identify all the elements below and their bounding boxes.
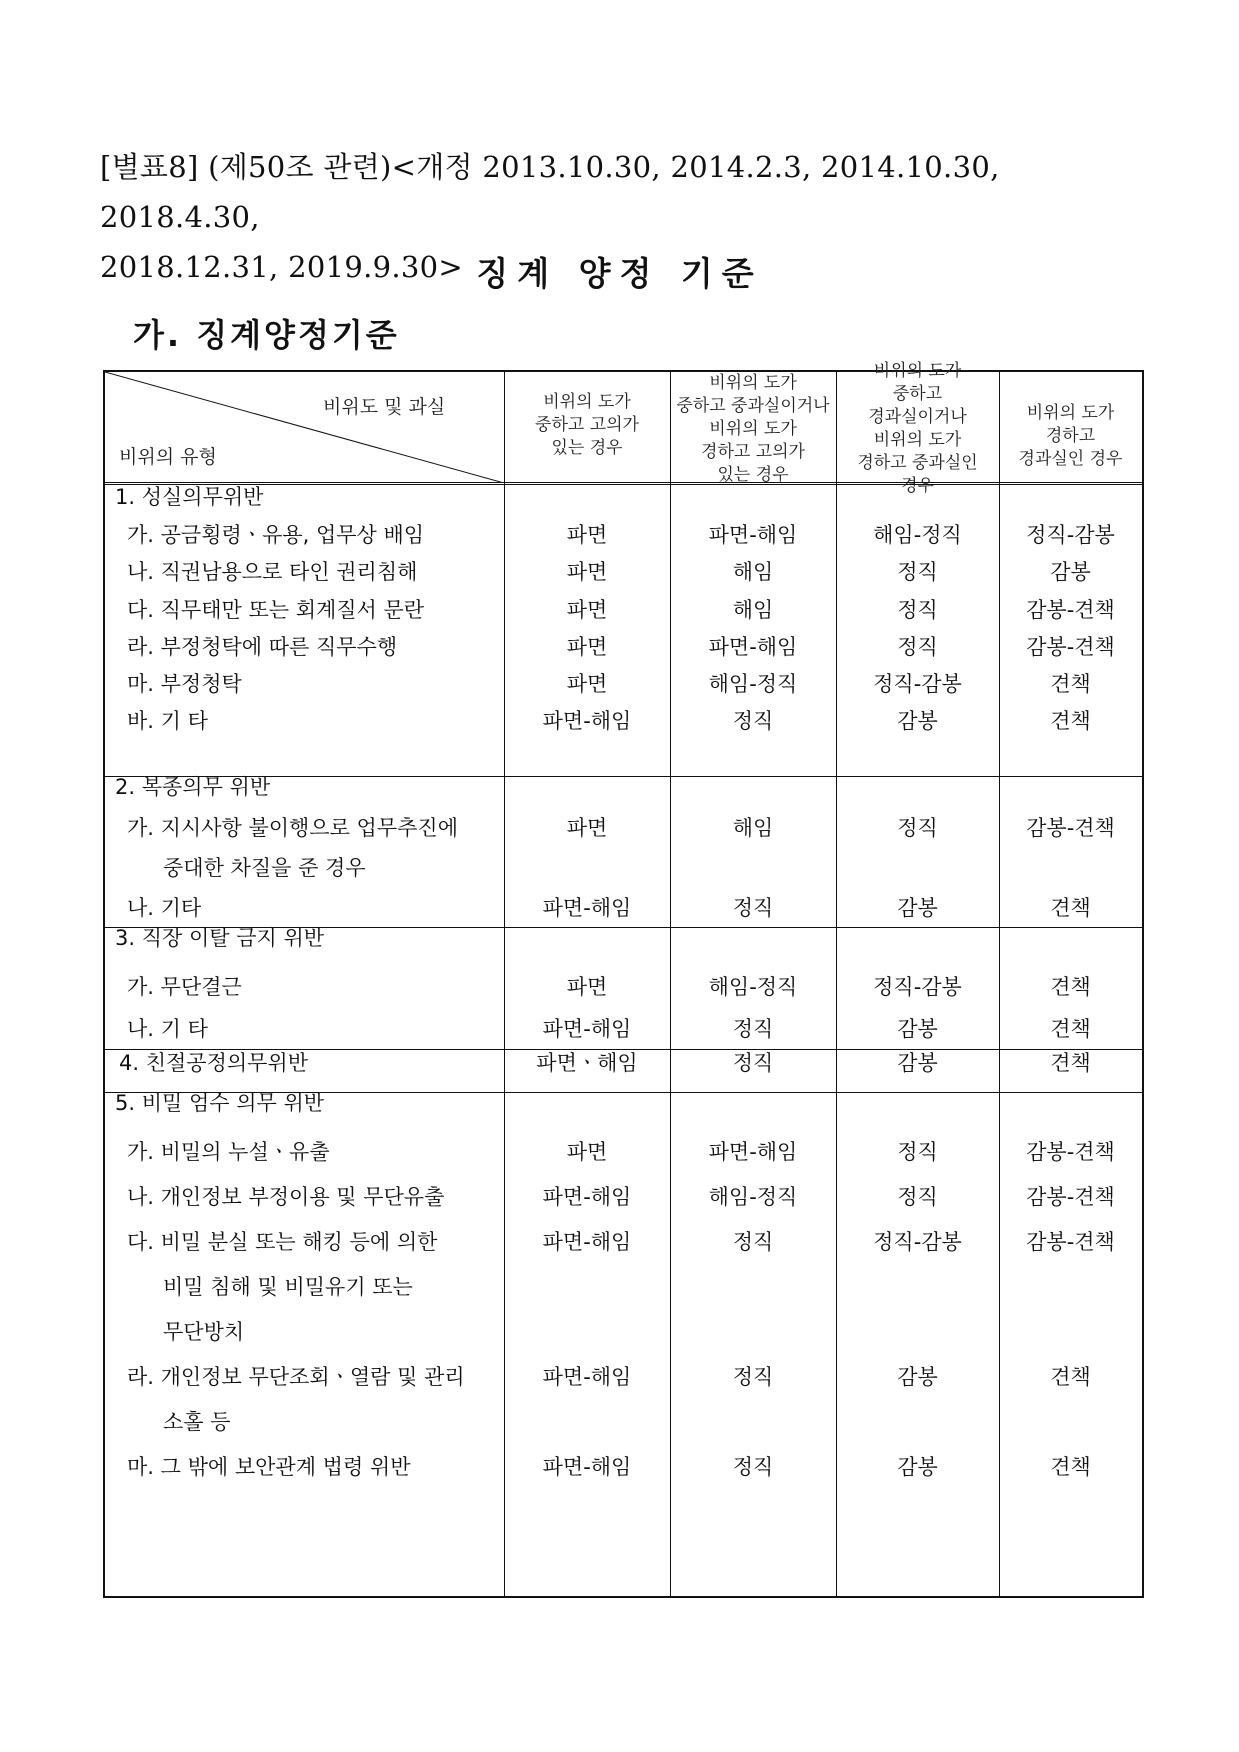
table-value: 감봉-견책 bbox=[1026, 816, 1115, 840]
section-title: 3. 직장 이탈 금지 위반 bbox=[115, 926, 325, 950]
row-label: 다. 비밀 분실 또는 해킹 등에 의한 bbox=[127, 1230, 438, 1254]
column-header-2 bbox=[670, 372, 836, 487]
table-value: 감봉 bbox=[1050, 560, 1091, 584]
row-label: 나. 개인정보 부정이용 및 무단유출 bbox=[127, 1185, 445, 1209]
table-value: 정직 bbox=[897, 1140, 938, 1164]
table-value: 파면-해임 bbox=[542, 1185, 632, 1209]
section-title: 5. 비밀 엄수 의무 위반 bbox=[115, 1091, 325, 1115]
column-header-line: 경하고 고의가 bbox=[701, 442, 805, 462]
section-title: 2. 복종의무 위반 bbox=[115, 775, 271, 799]
column-header-line: 중하고 bbox=[892, 384, 943, 404]
section-title: 1. 성실의무위반 bbox=[115, 485, 264, 509]
table-value: 해임 bbox=[732, 816, 774, 840]
table-value: 정직 bbox=[732, 896, 774, 920]
column-header-line: 경하고 bbox=[1045, 426, 1096, 446]
column-header-3 bbox=[836, 360, 999, 498]
table-value: 감봉-견책 bbox=[1026, 635, 1115, 659]
row-label: 가. 지시사항 불이행으로 업무추진에 bbox=[127, 816, 458, 840]
table-value: 파면 bbox=[566, 523, 608, 547]
column-header-1 bbox=[504, 391, 670, 460]
table-value: 정직 bbox=[732, 1455, 774, 1479]
table-value: 정직 bbox=[897, 560, 938, 584]
row-label: 가. 비밀의 누설ㆍ유출 bbox=[127, 1140, 330, 1164]
row-label: 가. 공금횡령ㆍ유용, 업무상 배임 bbox=[127, 523, 425, 547]
table-value: 해임 bbox=[732, 598, 774, 622]
section-title: 4. 친절공정의무위반 bbox=[119, 1051, 308, 1075]
table-value: 파면 bbox=[566, 816, 608, 840]
row-label: 마. 그 밖에 보안관계 법령 위반 bbox=[127, 1455, 411, 1479]
table-value: 해임-정직 bbox=[708, 672, 798, 696]
table-value: 파면 bbox=[566, 635, 608, 659]
table-value: 정직-감봉 bbox=[873, 975, 962, 999]
table-value: 감봉 bbox=[897, 1365, 938, 1389]
table-value: 정직 bbox=[732, 1017, 774, 1041]
header-corner-top: 비위도 및 과실 bbox=[323, 396, 446, 418]
table-value: 정직-감봉 bbox=[873, 672, 962, 696]
table-value: 감봉 bbox=[897, 896, 938, 920]
table-value: 파면 bbox=[566, 672, 608, 696]
column-header-line: 경과실인 경우 bbox=[1018, 449, 1123, 469]
row-label: 마. 부정청탁 bbox=[127, 672, 242, 696]
table-value: 파면-해임 bbox=[542, 896, 632, 920]
table-value: 정직 bbox=[732, 1230, 774, 1254]
table-value: 파면-해임 bbox=[542, 1365, 632, 1389]
table-value: 파면-해임 bbox=[542, 1230, 632, 1254]
table-value: 감봉 bbox=[897, 1051, 938, 1075]
table-value: 감봉-견책 bbox=[1026, 1185, 1115, 1209]
table-value: 감봉 bbox=[897, 1017, 938, 1041]
row-label: 라. 개인정보 무단조회ㆍ열람 및 관리 bbox=[127, 1365, 465, 1389]
row-label: 나. 기 타 bbox=[127, 1017, 208, 1041]
table-value: 파면-해임 bbox=[708, 635, 798, 659]
row-label: 바. 기 타 bbox=[127, 709, 208, 733]
table-value: 정직 bbox=[732, 709, 774, 733]
table-value: 견책 bbox=[1050, 672, 1091, 696]
table-value: 견책 bbox=[1050, 709, 1091, 733]
discipline-table bbox=[103, 361, 1144, 1598]
table-value: 견책 bbox=[1050, 1051, 1091, 1075]
table-value: 견책 bbox=[1050, 896, 1091, 920]
table-value: 견책 bbox=[1050, 975, 1091, 999]
column-header-line: 비위의 도가 bbox=[709, 419, 797, 439]
row-label: 소홀 등 bbox=[163, 1410, 231, 1434]
table-value: 정직 bbox=[732, 1365, 774, 1389]
table-value: 정직 bbox=[897, 816, 938, 840]
table-value: 파면-해임 bbox=[708, 523, 798, 547]
table-value: 견책 bbox=[1050, 1017, 1091, 1041]
column-header-line: 있는 경우 bbox=[551, 438, 623, 458]
row-label: 라. 부정청탁에 따른 직무수행 bbox=[127, 635, 398, 659]
row-label: 무단방치 bbox=[163, 1320, 245, 1344]
table-value: 파면 bbox=[566, 560, 608, 584]
table-value: 감봉 bbox=[897, 709, 938, 733]
column-header-line: 중하고 중과실이거나 bbox=[676, 396, 830, 416]
table-value: 파면-해임 bbox=[542, 709, 632, 733]
table-value: 해임-정직 bbox=[708, 975, 798, 999]
table-value: 해임-정직 bbox=[708, 1185, 798, 1209]
column-header-line: 비위의 도가 bbox=[543, 392, 631, 412]
table-value: 정직 bbox=[897, 598, 938, 622]
table-value: 정직 bbox=[897, 635, 938, 659]
row-label: 중대한 차질을 준 경우 bbox=[163, 856, 366, 880]
row-label: 나. 직권남용으로 타인 권리침해 bbox=[127, 560, 418, 584]
table-value: 감봉-견책 bbox=[1026, 598, 1115, 622]
table-value: 견책 bbox=[1050, 1455, 1091, 1479]
header-line-1: [별표8] (제50조 관련)<개정 2013.10.30, 2014.2.3, 2014.10.30, 2018.4.30, bbox=[100, 150, 1000, 234]
table-value: 파면-해임 bbox=[542, 1017, 632, 1041]
page-title: 징계 양정 기준 bbox=[476, 254, 763, 293]
table-value: 파면 bbox=[566, 1140, 608, 1164]
header-line-2: 2018.12.31, 2019.9.30> bbox=[100, 250, 463, 284]
table-value: 파면ㆍ해임 bbox=[536, 1051, 638, 1075]
table-value: 파면 bbox=[566, 598, 608, 622]
column-header-4 bbox=[999, 402, 1142, 471]
row-label: 다. 직무태만 또는 회계질서 문란 bbox=[127, 598, 425, 622]
column-header-line: 경우 bbox=[901, 476, 934, 496]
table-value: 감봉-견책 bbox=[1026, 1140, 1115, 1164]
table-value: 정직 bbox=[897, 1185, 938, 1209]
row-label: 가. 무단결근 bbox=[127, 975, 242, 999]
table-value: 감봉 bbox=[897, 1455, 938, 1479]
column-header-line: 비위의 도가 bbox=[709, 373, 797, 393]
column-header-line: 경하고 중과실인 bbox=[857, 453, 978, 473]
table-value: 정직-감봉 bbox=[1026, 523, 1115, 547]
column-header-line: 비위의 도가 bbox=[1026, 403, 1115, 423]
table-value: 파면 bbox=[566, 975, 608, 999]
column-header-line: 있는 경우 bbox=[717, 465, 789, 485]
table-value: 견책 bbox=[1050, 1365, 1091, 1389]
header-corner-bottom: 비위의 유형 bbox=[119, 446, 217, 468]
column-header-line: 경과실이거나 bbox=[868, 407, 967, 427]
table-value: 해임 bbox=[732, 560, 774, 584]
column-header-line: 중하고 고의가 bbox=[535, 415, 639, 435]
table-value: 파면-해임 bbox=[542, 1455, 632, 1479]
column-header-line: 비위의 도가 bbox=[873, 361, 962, 381]
table-value: 정직 bbox=[732, 1051, 774, 1075]
table-value: 정직-감봉 bbox=[873, 1230, 962, 1254]
column-header-line: 비위의 도가 bbox=[873, 430, 962, 450]
table-value: 파면-해임 bbox=[708, 1140, 798, 1164]
table-value: 해임-정직 bbox=[873, 523, 962, 547]
row-label: 비밀 침해 및 비밀유기 또는 bbox=[163, 1275, 413, 1299]
table-value: 감봉-견책 bbox=[1026, 1230, 1115, 1254]
section-subtitle: 가. 징계양정기준 bbox=[133, 316, 400, 354]
row-label: 나. 기타 bbox=[127, 896, 202, 920]
